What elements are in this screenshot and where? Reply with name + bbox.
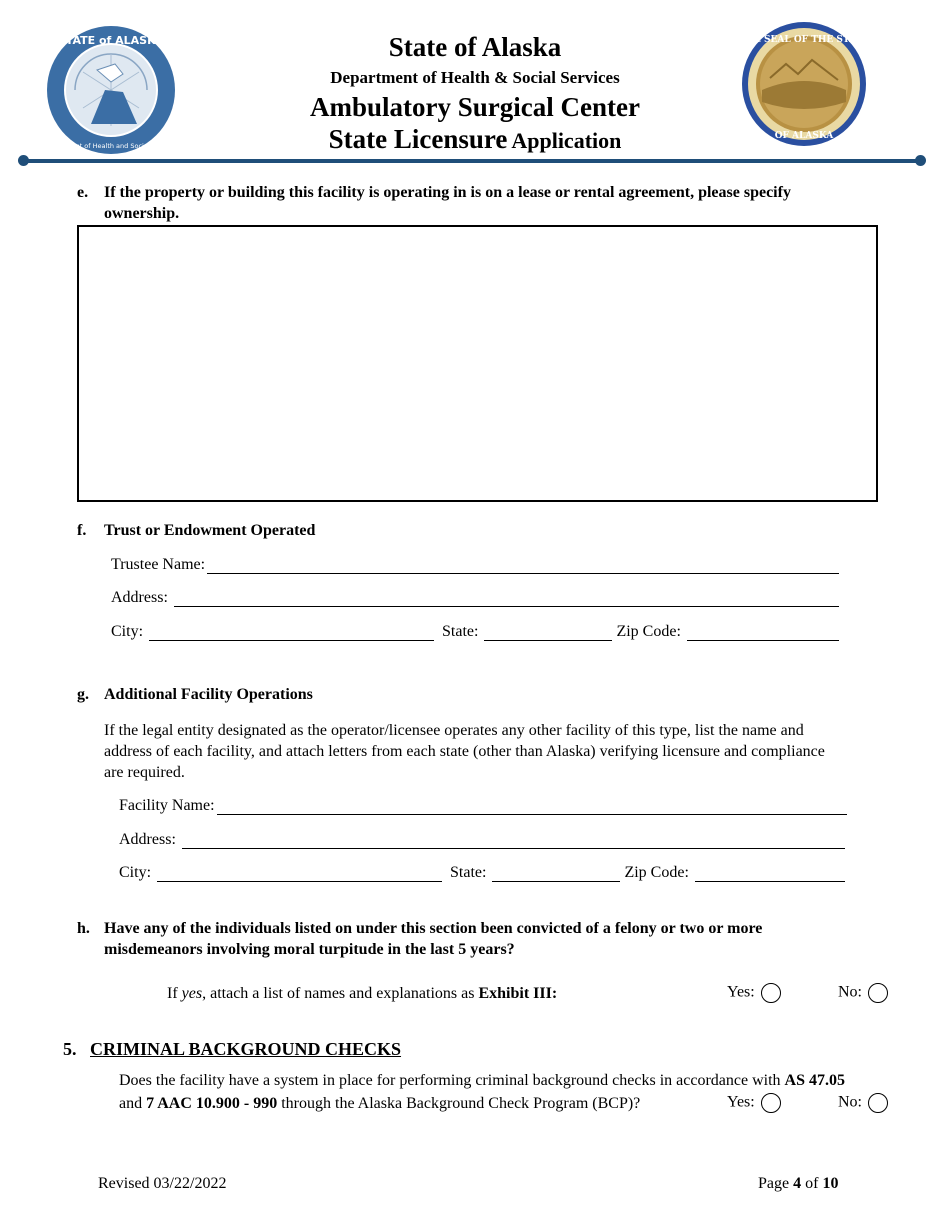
section-g-para-line1: If the legal entity designated as the operator/licensee operates any other facility of this type, list the name and [104,722,804,739]
facility-city-input[interactable] [157,867,442,882]
trust-address-input[interactable] [174,592,839,607]
licensure-text: State Licensure [328,124,508,154]
facility-city-label: City: [119,864,152,881]
section-g-para-line2: address of each facility, and attach letters from each state (other than Alaska) verifying licensure and compliance [104,743,825,760]
felony-yes-option [727,983,781,1003]
bcp-yes-radio[interactable] [761,1093,781,1113]
bcp-no-option [838,1093,888,1113]
application-text: Application [511,128,622,153]
page-number [758,1175,838,1193]
section-5-number: 5. [63,1039,77,1059]
rule-right-dot [915,155,926,166]
facility-name-field [119,797,847,815]
facility-zip-label: Zip Code: [624,864,689,881]
bcp-yes-label: Yes: [727,1093,755,1111]
svg-text:STATE of ALASKA: STATE of ALASKA [57,34,165,47]
section-g-letter: g. [77,686,89,703]
facility-address-label: Address: [119,831,176,848]
svg-text:Department of Health and Socia: Department of Health and Social Services [45,142,177,150]
page-title: State of Alaska [388,32,562,62]
background-check-line2 [119,1095,640,1113]
section-h-question-line2: misdemeanors involving moral turpitude in the last 5 years? [104,941,515,958]
page-total: 10 [822,1175,839,1192]
trust-state-label: State: [442,623,479,640]
trust-zip-input[interactable] [687,626,839,641]
yes-italic-text: yes [181,985,203,1002]
ownership-text-area[interactable] [77,225,878,502]
svg-text:THE SEAL OF THE STATE: THE SEAL OF THE STATE [740,35,868,45]
felony-yes-label: Yes: [727,983,755,1001]
trust-address-field [111,589,839,607]
section-g-heading: Additional Facility Operations [104,686,313,703]
bg-line2-text: through the Alaska Background Check Program (BCP)? [281,1095,641,1112]
exhibit-instruction [167,985,557,1003]
bg-line2-and: and [119,1095,143,1112]
section-h-letter: h. [77,920,90,937]
felony-no-label: No: [838,983,862,1001]
trust-address-label: Address: [111,589,168,606]
facility-name-label: Facility Name: [119,797,215,814]
facility-state-input[interactable] [492,867,620,882]
bcp-no-radio[interactable] [868,1093,888,1113]
trust-zip-label: Zip Code: [616,623,681,640]
trustee-name-input[interactable] [207,559,839,574]
section-5-heading: CRIMINAL BACKGROUND CHECKS [90,1039,402,1059]
section-g-paragraph [104,720,894,783]
of-word: of [805,1175,819,1192]
bcp-yes-option [727,1093,781,1113]
facility-name-input[interactable] [217,800,847,815]
trust-state-input[interactable] [484,626,612,641]
page-word: Page [758,1175,790,1192]
header-rule [20,159,922,163]
trustee-name-field [111,556,839,574]
exhibit-label: Exhibit III: [478,985,558,1002]
trust-city-label: City: [111,623,144,640]
trustee-name-label: Trustee Name: [111,556,206,573]
facility-city-state-zip-row [119,864,845,882]
if-text: If [167,985,178,1002]
section-e-letter: e. [77,184,89,201]
section-e-question-line2: ownership. [104,205,180,222]
facility-address-input[interactable] [182,834,845,849]
facility-state-label: State: [450,864,487,881]
bcp-no-label: No: [838,1093,862,1111]
revised-date: Revised 03/22/2022 [98,1175,227,1192]
section-h-question-line1: Have any of the individuals listed on under this section been convicted of a felony or two or more [104,920,763,937]
application-title-line2 [0,124,950,155]
department-name: Department of Health & Social Services [330,68,620,87]
section-f-letter: f. [77,522,87,539]
background-check-line1 [119,1072,845,1090]
trust-city-input[interactable] [149,626,434,641]
section-e-question-line1: If the property or building this facility is operating in is on a lease or rental agreement, please specify [104,184,791,201]
facility-zip-input[interactable] [695,867,845,882]
attach-text: , attach a list of names and explanations as [202,985,475,1002]
page-current: 4 [793,1175,802,1192]
felony-yes-radio[interactable] [761,983,781,1003]
trust-city-state-zip-row [111,623,839,641]
bg-line1-text: Does the facility have a system in place for performing criminal background checks in accordance with [119,1072,781,1089]
svg-text:OF ALASKA: OF ALASKA [774,131,834,141]
bg-statute-aac: 7 AAC 10.900 - 990 [146,1095,278,1112]
felony-no-option [838,983,888,1003]
facility-address-field [119,831,845,849]
section-f-heading: Trust or Endowment Operated [104,522,316,539]
bg-statute-as: AS 47.05 [784,1072,845,1089]
felony-no-radio[interactable] [868,983,888,1003]
section-g-para-line3: are required. [104,764,185,781]
application-title-line1: Ambulatory Surgical Center [310,92,640,122]
